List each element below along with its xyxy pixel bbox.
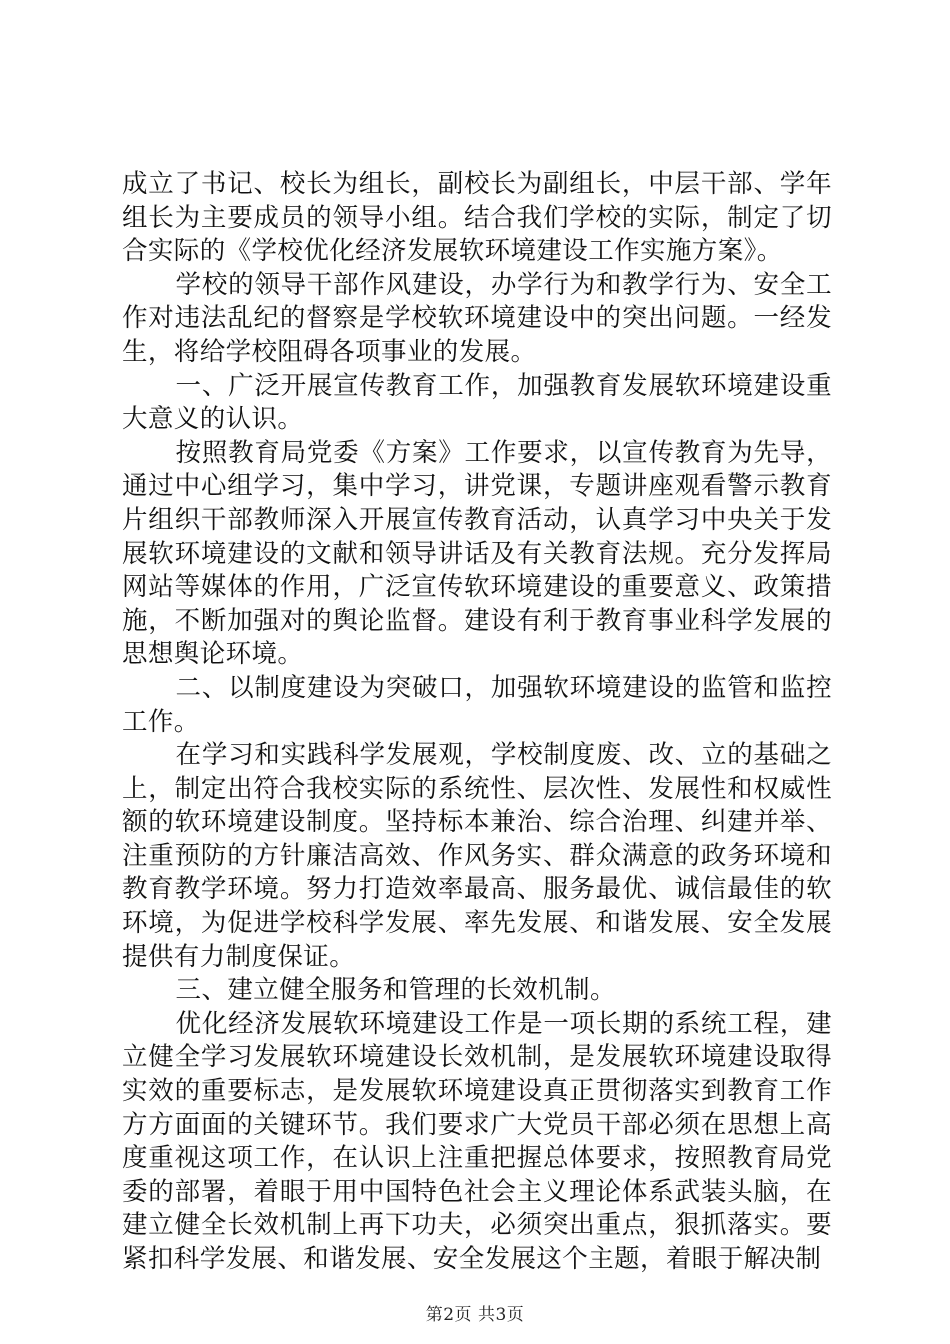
paragraph-4: 在学习和实践科学发展观，学校制度废、改、立的基础之上，制定出符合我校实际的系统性、层次性、发展性和权威性额的软环境建设制度。坚持标本兼治、综合治理、纠建并举、注重预防的方针廉洁高效、作风务实、群众满意的政务环境和教育教学环境。努力打造效率最高、服务最优、诚信最佳的软环境，为促进学校科学发展、率先发展、和谐发展、安全发展提供有力制度保证。 [122, 740, 832, 972]
paragraph-3: 按照教育局党委《方案》工作要求，以宣传教育为先导，通过中心组学习，集中学习，讲党课，专题讲座观看警示教育片组织干部教师深入开展宣传教育活动，认真学习中央关于发展软环境建设的文献和领导讲话及有关教育法规。充分发挥局网站等媒体的作用，广泛宣传软环境建设的重要意义、政策措施，不断加强对的舆论监督。建设有利于教育事业科学发展的思想舆论环境。 [122, 437, 832, 670]
paragraph-1: 成立了书记、校长为组长，副校长为副组长，中层干部、学年组长为主要成员的领导小组。结合我们学校的实际，制定了切合实际的《学校优化经济发展软环境建设工作实施方案》。 [122, 169, 832, 267]
section-heading-1: 一、广泛开展宣传教育工作，加强教育发展软环境建设重大意义的认识。 [122, 370, 832, 435]
section-heading-3: 三、建立健全服务和管理的长效机制。 [175, 975, 616, 1006]
page-number-footer: 第2页 共3页 [425, 1305, 525, 1325]
document-body [122, 168, 832, 1277]
paragraph-2: 学校的领导干部作风建设，办学行为和教学行为、安全工作对违法乱纪的督察是学校软环境建设中的突出问题。一经发生，将给学校阻碍各项事业的发展。 [122, 269, 832, 367]
section-heading-2: 二、以制度建设为突破口，加强软环境建设的监管和监控工作。 [122, 672, 832, 737]
paragraph-5: 优化经济发展软环境建设工作是一项长期的系统工程，建立健全学习发展软环境建设长效机制，是发展软环境建设取得实效的重要标志，是发展软环境建设真正贯彻落实到教育工作方方面面的关键环节。我们要求广大党员干部必须在思想上高度重视这项工作，在认识上注重把握总体要求，按照教育局党委的部署，着眼于用中国特色社会主义理论体系武装头脑，在建立健全长效机制上再下功夫，必须突出重点，狠抓落实。要紧扣科学发展、和谐发展、安全发展这个主题，着眼于解决制 [122, 1008, 832, 1274]
